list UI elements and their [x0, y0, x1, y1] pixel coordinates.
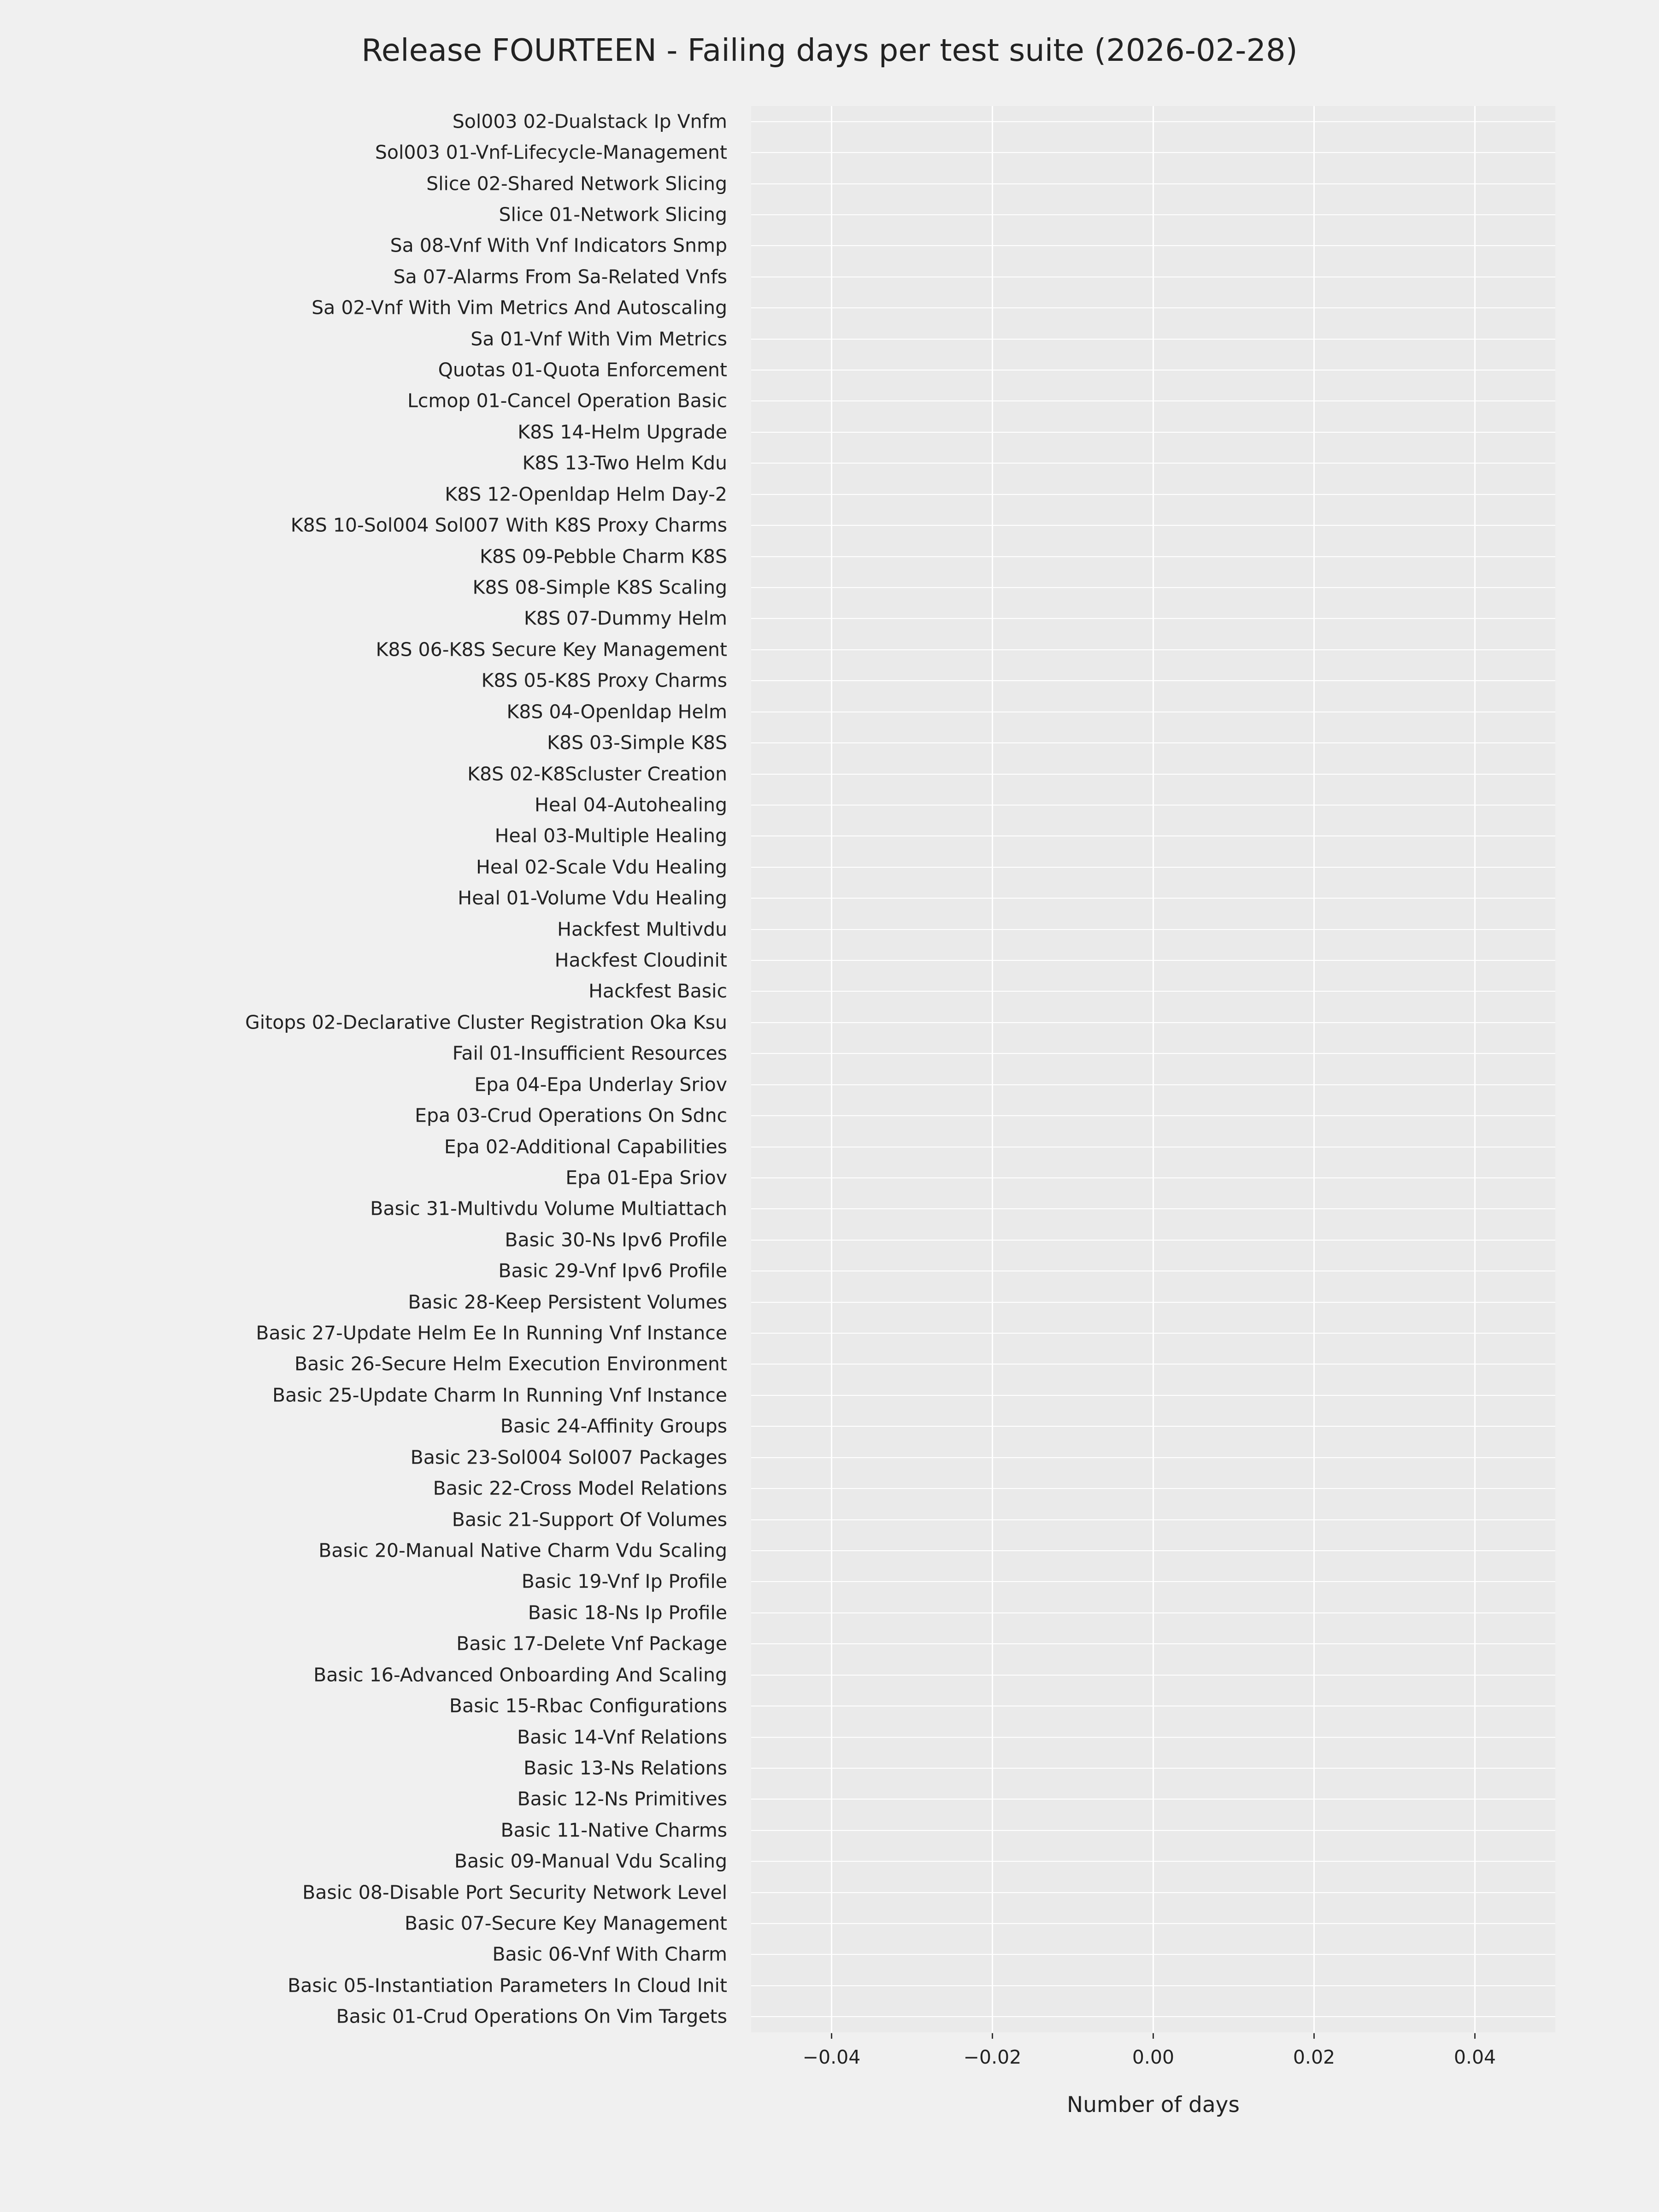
x-tick-label: 0.04: [1453, 2046, 1496, 2068]
y-tick-label: Basic 22-Cross Model Relations: [433, 1477, 727, 1500]
y-tick-label: Slice 02-Shared Network Slicing: [426, 172, 727, 195]
y-tick-label: K8S 13-Two Helm Kdu: [522, 452, 727, 474]
x-gridline: [1313, 106, 1315, 2032]
y-gridline: [751, 1675, 1555, 1676]
y-tick-label: Sol003 01-Vnf-Lifecycle-Management: [375, 141, 727, 164]
y-tick-label: Sa 08-Vnf With Vnf Indicators Snmp: [390, 234, 727, 257]
y-tick-label: Basic 09-Manual Vdu Scaling: [454, 1850, 727, 1872]
y-tick-label: Heal 02-Scale Vdu Healing: [476, 856, 727, 878]
y-tick-label: Basic 12-Ns Primitives: [517, 1788, 727, 1810]
x-tick-label: −0.04: [802, 2046, 861, 2068]
y-tick-label: Heal 01-Volume Vdu Healing: [458, 887, 727, 909]
y-gridline: [751, 463, 1555, 464]
y-gridline: [751, 245, 1555, 246]
y-tick-label: Quotas 01-Quota Enforcement: [438, 359, 727, 381]
y-tick-label: K8S 06-K8S Secure Key Management: [376, 638, 727, 661]
y-tick-label: Epa 01-Epa Sriov: [565, 1166, 727, 1189]
y-gridline: [751, 152, 1555, 153]
y-gridline: [751, 556, 1555, 557]
y-gridline: [751, 867, 1555, 868]
y-tick-label: Sa 02-Vnf With Vim Metrics And Autoscaling: [312, 296, 727, 319]
y-tick-label: Basic 29-Vnf Ipv6 Profile: [498, 1259, 727, 1282]
y-tick-label: Basic 17-Delete Vnf Package: [456, 1632, 727, 1655]
y-gridline: [751, 929, 1555, 930]
y-tick-label: Basic 26-Secure Helm Execution Environment: [294, 1353, 727, 1375]
y-gridline: [751, 1395, 1555, 1396]
y-gridline: [751, 1550, 1555, 1551]
y-tick-label: Basic 15-Rbac Configurations: [449, 1694, 727, 1717]
y-gridline: [751, 1208, 1555, 1209]
y-gridline: [751, 1861, 1555, 1862]
y-tick-label: Basic 19-Vnf Ip Profile: [521, 1570, 727, 1593]
y-gridline: [751, 835, 1555, 836]
y-tick-label: Basic 23-Sol004 Sol007 Packages: [410, 1446, 727, 1469]
x-tick-label: 0.02: [1293, 2046, 1335, 2068]
x-tick-mark: [1153, 2033, 1154, 2039]
y-gridline: [751, 214, 1555, 215]
y-gridline: [751, 1612, 1555, 1613]
x-gridline: [1153, 106, 1154, 2032]
y-gridline: [751, 805, 1555, 806]
y-gridline: [751, 1022, 1555, 1023]
y-tick-label: K8S 07-Dummy Helm: [524, 607, 727, 629]
y-tick-label: Basic 24-Affinity Groups: [500, 1415, 727, 1437]
y-gridline: [751, 1954, 1555, 1955]
y-tick-label: Epa 04-Epa Underlay Sriov: [474, 1073, 727, 1096]
chart-title: Release FOURTEEN - Failing days per test suite (2026-02-28): [361, 32, 1298, 68]
y-tick-label: Basic 08-Disable Port Security Network Level: [302, 1881, 727, 1904]
y-tick-label: Basic 20-Manual Native Charm Vdu Scaling: [318, 1539, 727, 1562]
y-gridline: [751, 525, 1555, 526]
y-axis-tick-labels: [0, 106, 737, 2032]
y-gridline: [751, 276, 1555, 277]
y-tick-label: Slice 01-Network Slicing: [499, 203, 727, 226]
y-tick-label: K8S 14-Helm Upgrade: [518, 421, 727, 443]
y-gridline: [751, 1457, 1555, 1458]
y-gridline: [751, 1923, 1555, 1924]
y-tick-label: Basic 07-Secure Key Management: [405, 1912, 727, 1935]
plot-area: [751, 106, 1555, 2032]
y-tick-label: K8S 09-Pebble Charm K8S: [479, 545, 727, 568]
y-tick-label: Hackfest Multivdu: [557, 918, 727, 941]
y-tick-label: Basic 21-Support Of Volumes: [452, 1508, 727, 1531]
x-gridline: [992, 106, 993, 2032]
x-tick-mark: [1313, 2033, 1315, 2039]
x-tick-mark: [992, 2033, 993, 2039]
x-gridline: [1474, 106, 1476, 2032]
y-tick-label: Basic 25-Update Charm In Running Vnf Instance: [272, 1384, 727, 1406]
y-gridline: [751, 1333, 1555, 1334]
y-gridline: [751, 307, 1555, 308]
y-gridline: [751, 1768, 1555, 1769]
y-tick-label: Basic 13-Ns Relations: [524, 1757, 727, 1779]
y-gridline: [751, 1177, 1555, 1178]
y-gridline: [751, 1084, 1555, 1085]
y-gridline: [751, 1892, 1555, 1893]
y-gridline: [751, 587, 1555, 588]
y-gridline: [751, 1364, 1555, 1365]
y-gridline: [751, 400, 1555, 401]
y-gridline: [751, 432, 1555, 433]
y-gridline: [751, 1643, 1555, 1644]
y-gridline: [751, 370, 1555, 371]
y-gridline: [751, 121, 1555, 122]
x-tick-label: 0.00: [1132, 2046, 1175, 2068]
x-gridline: [831, 106, 832, 2032]
y-gridline: [751, 742, 1555, 743]
y-tick-label: Epa 02-Additional Capabilities: [444, 1135, 727, 1158]
y-gridline: [751, 1053, 1555, 1054]
y-tick-label: K8S 08-Simple K8S Scaling: [472, 576, 727, 599]
y-tick-label: Basic 27-Update Helm Ee In Running Vnf Instance: [256, 1322, 727, 1344]
y-tick-label: Basic 16-Advanced Onboarding And Scaling: [313, 1664, 727, 1686]
y-gridline: [751, 1581, 1555, 1582]
y-gridline: [751, 680, 1555, 681]
y-gridline: [751, 1240, 1555, 1241]
y-tick-label: Basic 14-Vnf Relations: [517, 1726, 727, 1748]
y-gridline: [751, 991, 1555, 992]
y-gridline: [751, 1302, 1555, 1303]
y-tick-label: Basic 06-Vnf With Charm: [492, 1943, 727, 1965]
y-gridline: [751, 774, 1555, 775]
y-tick-label: Hackfest Basic: [588, 980, 727, 1002]
x-tick-mark: [831, 2033, 832, 2039]
y-gridline: [751, 1488, 1555, 1489]
y-tick-label: Basic 11-Native Charms: [500, 1819, 727, 1841]
y-gridline: [751, 1519, 1555, 1520]
y-gridline: [751, 1830, 1555, 1831]
y-tick-label: Heal 04-Autohealing: [535, 794, 727, 816]
y-gridline: [751, 1737, 1555, 1738]
y-gridline: [751, 649, 1555, 650]
y-tick-label: Heal 03-Multiple Healing: [494, 824, 727, 847]
y-gridline: [751, 1426, 1555, 1427]
y-tick-label: Basic 18-Ns Ip Profile: [528, 1601, 727, 1624]
y-gridline: [751, 339, 1555, 340]
y-tick-label: Sol003 02-Dualstack Ip Vnfm: [452, 110, 727, 133]
y-tick-label: Basic 30-Ns Ipv6 Profile: [505, 1229, 727, 1251]
y-tick-label: Sa 07-Alarms From Sa-Related Vnfs: [393, 265, 727, 288]
y-gridline: [751, 494, 1555, 495]
y-tick-label: K8S 05-K8S Proxy Charms: [481, 669, 727, 692]
y-tick-label: Epa 03-Crud Operations On Sdnc: [415, 1104, 727, 1127]
y-tick-label: Basic 05-Instantiation Parameters In Cloud Init: [288, 1974, 727, 1997]
y-tick-label: Fail 01-Insufficient Resources: [452, 1042, 727, 1065]
y-tick-label: K8S 04-Openldap Helm: [506, 700, 727, 723]
y-tick-label: Gitops 02-Declarative Cluster Registration Oka Ksu: [245, 1011, 727, 1034]
y-tick-label: K8S 03-Simple K8S: [547, 731, 727, 754]
y-tick-label: K8S 12-Openldap Helm Day-2: [445, 483, 727, 506]
y-tick-label: Lcmop 01-Cancel Operation Basic: [407, 389, 727, 412]
y-gridline: [751, 960, 1555, 961]
y-gridline: [751, 183, 1555, 184]
x-tick-mark: [1474, 2033, 1476, 2039]
x-tick-label: −0.02: [963, 2046, 1022, 2068]
y-gridline: [751, 618, 1555, 619]
y-tick-label: Hackfest Cloudinit: [554, 949, 727, 971]
y-tick-label: Basic 28-Keep Persistent Volumes: [408, 1291, 727, 1313]
y-gridline: [751, 1799, 1555, 1800]
y-tick-label: Sa 01-Vnf With Vim Metrics: [471, 328, 727, 350]
x-axis-label: Number of days: [1067, 2092, 1240, 2118]
y-gridline: [751, 898, 1555, 899]
y-tick-label: Basic 31-Multivdu Volume Multiattach: [370, 1197, 727, 1220]
y-tick-label: K8S 10-Sol004 Sol007 With K8S Proxy Charms: [290, 514, 727, 536]
y-gridline: [751, 1985, 1555, 1986]
y-tick-label: Basic 01-Crud Operations On Vim Targets: [336, 2005, 727, 2028]
y-gridline: [751, 1115, 1555, 1116]
y-gridline: [751, 2016, 1555, 2017]
y-tick-label: K8S 02-K8Scluster Creation: [467, 763, 727, 785]
